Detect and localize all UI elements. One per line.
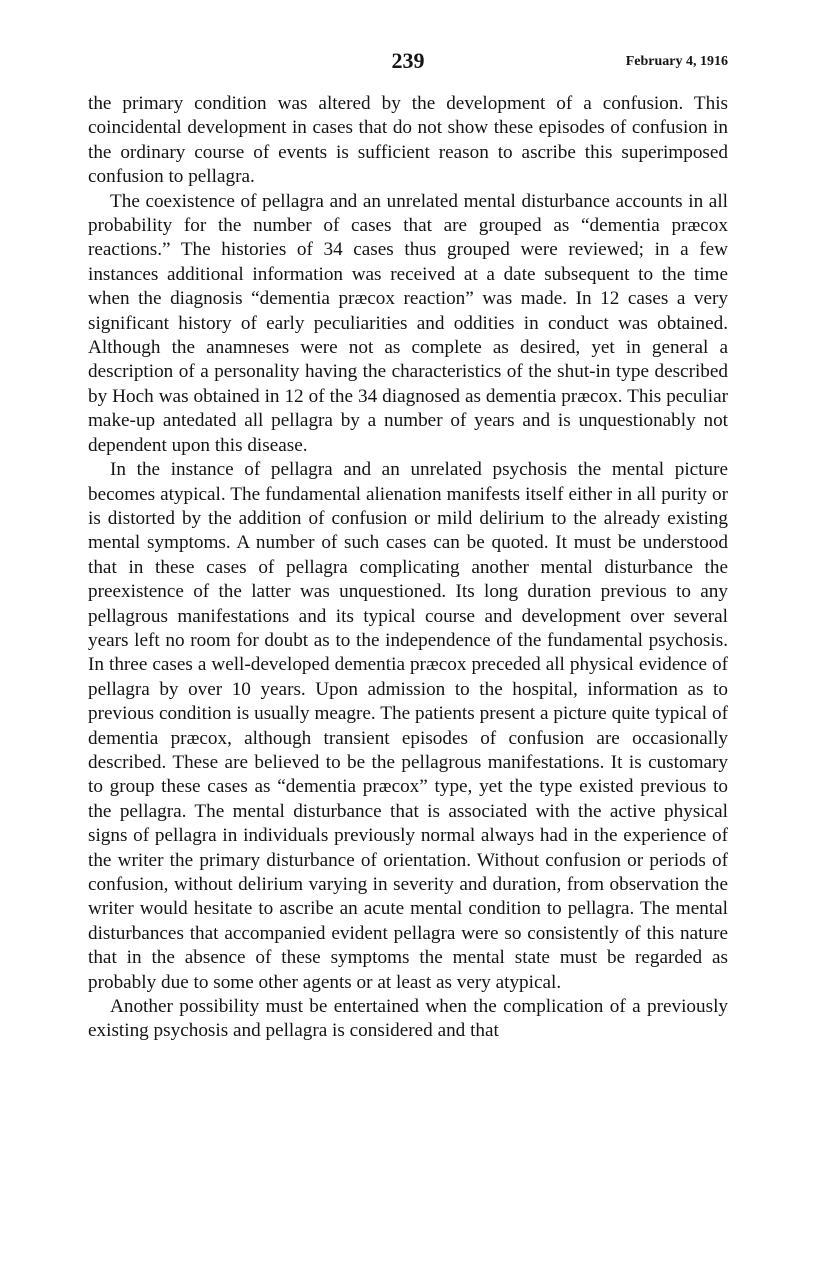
page-number: 239 [391,48,425,73]
paragraph-coexistence: The coexistence of pellagra and an unrelated mental disturbance accounts in all probability for the number of cases that are grouped as “dementia præcox reactions.” The histories of 34 cases thus grouped were reviewed; in a few instances additional information was received at a date subsequent to the time when the diagnosis “dementia præcox reaction” was made. In 12 cases a very significant history of early peculiarities and oddities in conduct was obtained. Although the anamneses were not as complete as desired, yet in general a description of a personality having the characteristics of the shut-in type described by Hoch was obtained in 12 of the 34 diagnosed as dementia præcox. This peculiar make-up antedated all pellagra by a number of years and is unquestionably not dependent upon this disease. [88,190,728,456]
paragraph-unrelated-psychosis: In the instance of pellagra and an unrelated psychosis the mental picture becomes atypical. The fundamental alienation manifests itself either in all purity or is distorted by the addition of confusion or mild delirium to the already existing mental symptoms. A number of such cases can be quoted. It must be understood that in these cases of pellagra complicating another mental disturbance the preexistence of the latter was unquestioned. Its long duration previous to any pellagrous manifestations and its typical course and development over several years left no room for doubt as to the independence of the fundamental psychosis. In three cases a well-developed dementia præcox preceded all physical evidence of pellagra by over 10 years. Upon admission to the hospital, information as to previous condition is usually meagre. The patients present a picture quite typical of dementia præcox, although transient episodes of confusion are occasionally described. These are believed to be the pellagrous manifestations. It is customary to group these cases as “dementia præcox” type, yet the type existed previous to the pellagra. The mental disturbance that is associated with the active physical signs of pellagra in individuals previously normal always had in the experience of the writer the primary disturbance of orientation. Without confusion or periods of confusion, without delirium varying in severity and duration, from observation the writer would hesitate to ascribe an acute mental condition to pellagra. The mental disturbances that accompanied evident pellagra were so consistently of this nature that in the absence of these symptoms the mental state must be regarded as probably due to some other agents or at least as very atypical. [88,459,728,993]
paragraph-another-possibility: Another possibility must be entertained when the complication of a previously existing psychosis and pellagra is considered and that [88,996,728,1042]
article-body [88,92,728,1044]
paragraph-continuation: the primary condition was altered by the development of a confusion. This coincidental development in cases that do not show these episodes of confusion in the ordinary course of events is sufficient reason to ascribe this superimposed confusion to pellagra. [88,93,728,188]
publication-date: February 4, 1916 [625,54,728,69]
page-header [88,48,728,78]
